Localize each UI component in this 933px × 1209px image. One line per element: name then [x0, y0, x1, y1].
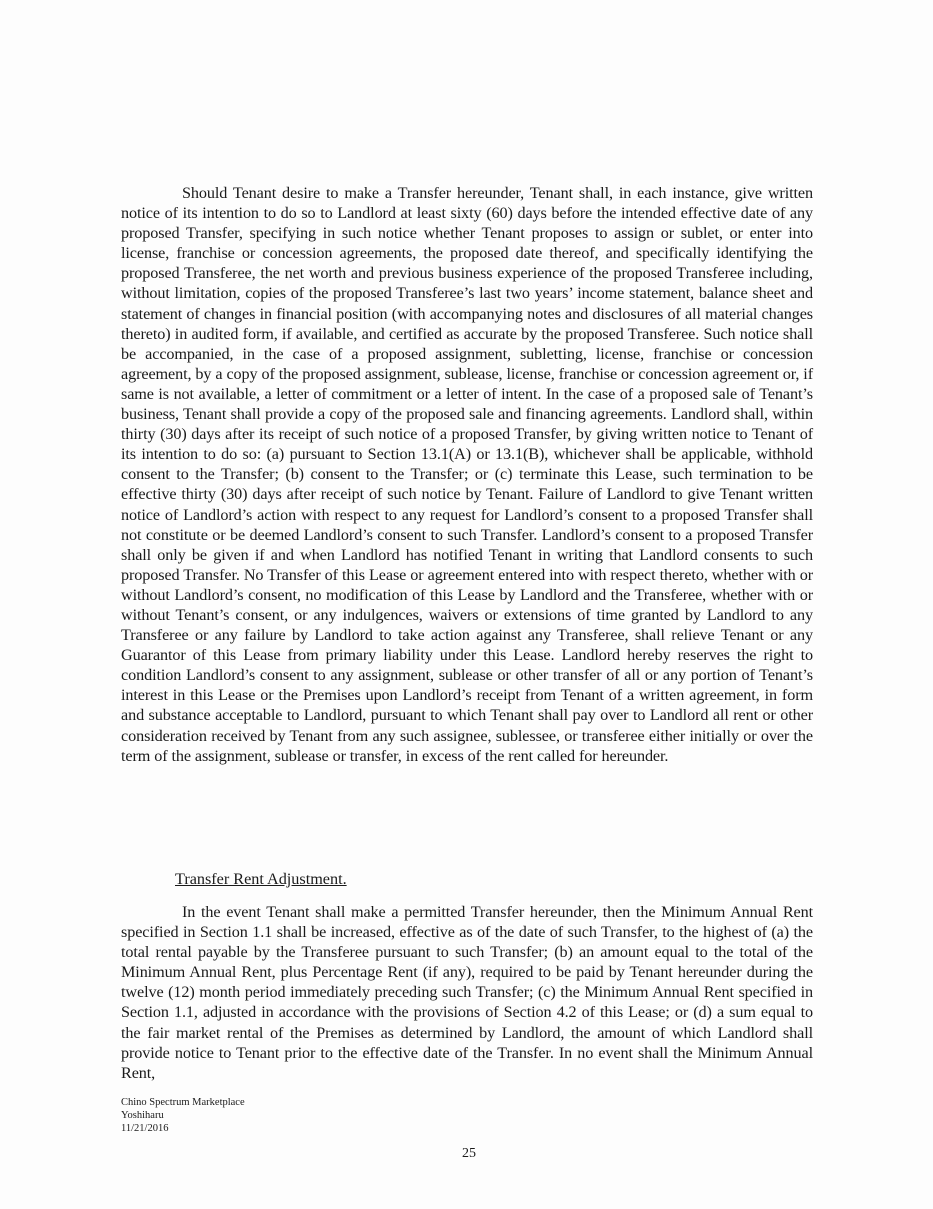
page-number: 25 — [462, 1146, 476, 1161]
footer-tenant: Yoshiharu — [121, 1110, 164, 1121]
body-paragraph-transfer-notice: Should Tenant desire to make a Transfer hereunder, Tenant shall, in each instance, give written notice of its intention to do so to Landlord at least sixty (60) days before the intended effective date of any proposed Transfer, specifying in such notice whether Tenant proposes to assign or sublet, or enter into license, franchise or concession agreements, the proposed date thereof, and specifically identifying the proposed Transferee, the net worth and previous business experience of the proposed Transferee including, without limitation, copies of the proposed Transferee’s last two years’ income statement, balance sheet and statement of changes in financial position (with accompanying notes and disclosures of all material changes thereto) in audited form, if available, and certified as accurate by the proposed Transferee. Such notice shall be accompanied, in the case of a proposed assignment, subletting, license, franchise or concession agreement, by a copy of the proposed assignment, sublease, license, franchise or concession agreement or, if same is not available, a letter of commitment or a letter of intent. In the case of a proposed sale of Tenant’s business, Tenant shall provide a copy of the proposed sale and financing agreements. Landlord shall, within thirty (30) days after its receipt of such notice of a proposed Transfer, by giving written notice to Tenant of its intention to do so: (a) pursuant to Section 13.1(A) or 13.1(B), whichever shall be applicable, withhold consent to the Transfer; (b) consent to the Transfer; or (c) terminate this Lease, such termination to be effective thirty (30) days after receipt of such notice by Tenant. Failure of Landlord to give Tenant written notice of Landlord’s action with respect to any request for Landlord’s consent to a proposed Transfer shall not constitute or be deemed Landlord’s consent to such Transfer. Landlord’s consent to a proposed Transfer shall only be given if and when Landlord has notified Tenant in writing that Landlord consents to such proposed Transfer. No Transfer of this Lease or agreement entered into with respect thereto, whether with or without Landlord’s consent, no modification of this Lease by Landlord and the Transferee, whether with or without Tenant’s consent, or any indulgences, waivers or extensions of time granted by Landlord to any Transferee or any failure by Landlord to take action against any Transferee, shall relieve Tenant or any Guarantor of this Lease from primary liability under this Lease. Landlord hereby reserves the right to condition Landlord’s consent to any assignment, sublease or other transfer of all or any portion of Tenant’s interest in this Lease or the Premises upon Landlord’s receipt from Tenant of a written agreement, in form and substance acceptable to Landlord, pursuant to which Tenant shall pay over to Landlord all rent or other consideration received by Tenant from any such assignee, sublessee, or transferee either initially or over the term of the assignment, sublease or transfer, in excess of the rent called for hereunder. — [121, 184, 813, 765]
section-heading: Transfer Rent Adjustment. — [175, 870, 347, 888]
body-paragraph-rent-adjustment: In the event Tenant shall make a permitted Transfer hereunder, then the Minimum Annual Rent specified in Section 1.1 shall be increased, effective as of the date of such Transfer, to the highest of (a) the total rental payable by the Transferee pursuant to such Transfer; (b) an amount equal to the total of the Minimum Annual Rent, plus Percentage Rent (if any), required to be paid by Tenant hereunder during the twelve (12) month period immediately preceding such Transfer; (c) the Minimum Annual Rent specified in Section 1.1, adjusted in accordance with the provisions of Section 4.2 of this Lease; or (d) a sum equal to the fair market rental of the Premises as determined by Landlord, the amount of which Landlord shall provide notice to Tenant prior to the effective date of the Transfer. In no event shall the Minimum Annual Rent, — [121, 903, 813, 1082]
footer-property: Chino Spectrum Marketplace — [121, 1097, 245, 1108]
footer — [121, 1096, 245, 1135]
footer-date: 11/21/2016 — [121, 1123, 169, 1134]
